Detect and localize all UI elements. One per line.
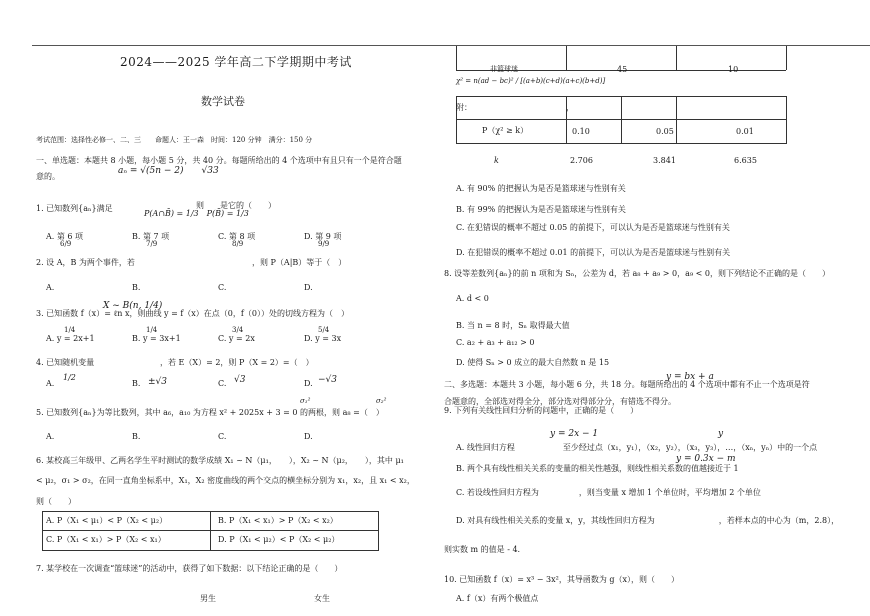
k-label: k — [494, 156, 499, 165]
q6-option-c: C. P（X₁ < x₁）> P（X₂ < x₁） — [46, 535, 166, 544]
q3-frac-d: 5/4 — [318, 326, 330, 334]
section-2-heading: 二、多选题：本题共 3 小题，每小题 6 分，共 18 分。每题所给出的 4 个选项中都有不止一个选项是符 — [444, 380, 810, 389]
q9-equation-1: y = 2x − 1 — [550, 429, 599, 439]
table-row-label: 非篮球迷 — [490, 65, 518, 73]
q3-frac-a: 1/4 — [64, 326, 76, 334]
q3-frac-b: 1/4 — [146, 326, 158, 334]
k-value-1: 2.706 — [570, 156, 593, 165]
q6-line-2: < μ₂，σ₁ > σ₂，在同一直角坐标系中，X₁，X₂ 密度曲线的两个交点的横坐标分别为 x₁，x₂，且 x₁ < x₂， — [36, 476, 415, 485]
q10-option-a: A. f（x）有两个极值点 — [456, 594, 539, 603]
q1-stem: 1. 已知数列{aₙ}满足 — [36, 204, 113, 213]
section-2-heading-2: 合题意的，全部选对得全分，部分选对得部分分，有错选不得分。 — [444, 397, 676, 406]
q6-line-1: 6. 某校高三年级甲、乙两名学生平时测试的数学成绩 X₁ ~ N（μ₁， ），X₂ ~ N（μ₂， ），其中 μ₁ — [36, 456, 404, 465]
table-cell-female: 10 — [728, 65, 739, 74]
sigma1-squared: σ₁² — [300, 397, 311, 405]
p-value-2: 0.05 — [656, 127, 674, 136]
q9-regression-equation: y = 0.3x − m — [676, 454, 736, 464]
q8-option-c: C. a₂ + a₃ + a₁₂ > 0 — [456, 338, 535, 347]
exam-info: 考试范围：选择性必修一、二、三 命题人：王一森 时间：120 分钟 满分：150 分 — [36, 136, 313, 144]
q1-frac-d: 9/9 — [318, 240, 330, 248]
q7-option-c: C. 在犯错误的概率不超过 0.05 的前提下，可以认为是否是篮球迷与性别有关 — [456, 223, 730, 232]
q1-frac-b: 7/9 — [146, 240, 158, 248]
q3-option-c: C. y = 2x — [218, 334, 255, 343]
q1-frac-a: 6/9 — [60, 240, 72, 248]
q3-stem: 3. 已知函数 f（x）= ℓn x，则曲线 y = f（x）在点（0，f（0））处的切线方程为（ ） — [36, 309, 349, 318]
sigma2-squared: σ₂² — [376, 397, 387, 405]
q7-option-d: D. 在犯错误的概率不超过 0.01 的前提下，可以认为是否是篮球迷与性别有关 — [456, 248, 731, 257]
exam-title: 2024——2025 学年高二下学期期中考试 — [120, 55, 352, 69]
q9-option-b: B. 两个具有线性相关关系的变量的相关性越强，则线性相关系数的值越接近于 1 — [456, 464, 739, 473]
q2-option-d: D. — [304, 283, 313, 292]
sequence-formula: aₙ = √(5n − 2) √33 — [118, 166, 219, 176]
top-rule — [32, 45, 870, 46]
q4-value-c: √3 — [234, 375, 246, 385]
regression-form: y = bx + a — [666, 372, 714, 382]
q1-option-b: B. 第 7 项 — [132, 232, 170, 241]
q1-option-c: C. 第 8 项 — [218, 232, 256, 241]
q2-option-b: B. — [132, 283, 141, 292]
q2-tail: ，则 P（A|B）等于（ ） — [252, 258, 347, 267]
binomial-distribution: X ~ B(n, 1/4) — [103, 301, 163, 311]
appendix-label: 附： — [456, 103, 472, 112]
q5-option-a: A. — [46, 432, 55, 441]
appendix-comma: ， — [566, 103, 574, 112]
q2-option-c: C. — [218, 283, 227, 292]
q5-option-b: B. — [132, 432, 141, 441]
k-value-2: 3.841 — [653, 156, 676, 165]
section-1-heading: 一、单选题：本题共 8 小题，每小题 5 分，共 40 分。每题所给出的 4 个选项中有且只有一个是符合题 — [36, 156, 402, 165]
q9-stem: 9. 下列有关线性回归分析的问题中，正确的是（ ） — [444, 406, 639, 415]
q9-option-d-tail: 则实数 m 的值是 - 4. — [444, 545, 521, 554]
q6-line-3: 则（ ） — [36, 497, 76, 506]
q2-stem: 2. 设 A，B 为两个事件，若 — [36, 258, 135, 267]
q4-tail: ，若 E（X）= 2，则 P（X = 2）=（ ） — [160, 358, 314, 367]
q1-probability-formula: P(A∩B̄) = 1/3 P(B̄) = 1/3 — [144, 209, 249, 218]
q7-col-male: 男生 — [200, 594, 216, 603]
q10-stem: 10. 已知函数 f（x）= x³ − 3x²，其导函数为 g（x），则（ ） — [444, 575, 680, 584]
p-value-3: 0.01 — [736, 127, 754, 136]
k-value-3: 6.635 — [734, 156, 757, 165]
q2-option-a: A. — [46, 283, 55, 292]
q9-option-d: D. 对具有线性相关关系的变量 x，y，其线性回归方程为 ，若样本点的中心为（m，2.8）， — [456, 516, 840, 525]
q3-option-b: B. y = 3x+1 — [132, 334, 181, 343]
q9-equation-2: y — [718, 429, 724, 439]
q4-stem: 4. 已知随机变量 — [36, 358, 95, 367]
q8-option-a: A. d < 0 — [456, 294, 489, 303]
section-1-heading-2: 意的。 — [36, 172, 60, 181]
q1-option-a: A. 第 6 项 — [46, 232, 84, 241]
q6-option-d: D. P（X₁ < μ₂）< P（X₂ < μ₂） — [218, 535, 340, 544]
q4-option-b: B. — [132, 379, 141, 388]
q4-option-c: C. — [218, 379, 227, 388]
q4-value-d: −√3 — [318, 375, 338, 385]
q1-frac-c: 8/9 — [232, 240, 244, 248]
q1-option-d: D. 第 9 项 — [304, 232, 342, 241]
q4-option-a: A. — [46, 379, 55, 388]
q4-value-a: 1/2 — [63, 373, 76, 382]
q5-option-d: D. — [304, 432, 313, 441]
q4-option-d: D. — [304, 379, 313, 388]
p-value-1: 0.10 — [572, 127, 590, 136]
table-cell-male: 45 — [617, 65, 628, 74]
exam-subtitle: 数学试卷 — [201, 95, 245, 108]
q8-option-b: B. 当 n = 8 时，Sₙ 取得最大值 — [456, 321, 570, 330]
q9-option-c: C. 若设线性回归方程为 ，则当变量 x 增加 1 个单位时，平均增加 2 个单位 — [456, 488, 761, 497]
q5-option-c: C. — [218, 432, 227, 441]
q3-frac-c: 3/4 — [232, 326, 244, 334]
q4-value-b: ±√3 — [148, 377, 168, 387]
q8-stem: 8. 设等差数列{aₙ}的前 n 项和为 Sₙ，公差为 d，若 a₈ + a₉ > 0，a₉ < 0，则下列结论不正确的是（ ） — [444, 269, 830, 278]
q3-option-a: A. y = 2x+1 — [46, 334, 95, 343]
q3-option-d: D. y = 3x — [304, 334, 342, 343]
chi-square-formula: χ² = n(ad − bc)² / [(a+b)(c+d)(a+c)(b+d)] — [456, 77, 606, 85]
q7-col-female: 女生 — [314, 594, 330, 603]
q7-option-a: A. 有 90% 的把握认为是否是篮球迷与性别有关 — [456, 184, 626, 193]
q1-tail: 则 是它的（ ） — [196, 201, 276, 210]
q9-option-a: A. 线性回归方程 至少经过点（x₁，y₁），（x₂，y₂），（x₃，y₃），…，（xₙ，yₙ）中的一个点 — [456, 443, 818, 452]
q7-stem: 7. 某学校在一次调查“篮球迷”的活动中，获得了如下数据：以下结论正确的是（ ） — [36, 564, 343, 573]
q6-option-b: B. P（X₁ < x₁）> P（X₂ < x₂） — [218, 516, 338, 525]
q5-stem: 5. 已知数列{aₙ}为等比数列，其中 a₆，a₁₀ 为方程 x² + 2025x + 3 = 0 的两根，则 a₈ =（ ） — [36, 408, 384, 417]
q8-option-d: D. 使得 Sₙ > 0 成立的最大自然数 n 是 15 — [456, 358, 610, 367]
q6-option-a: A. P（X₁ < μ₁）< P（X₂ < μ₂） — [46, 516, 168, 525]
p-label: P（χ² ≥ k） — [482, 126, 529, 135]
q7-option-b: B. 有 99% 的把握认为是否是篮球迷与性别有关 — [456, 205, 626, 214]
